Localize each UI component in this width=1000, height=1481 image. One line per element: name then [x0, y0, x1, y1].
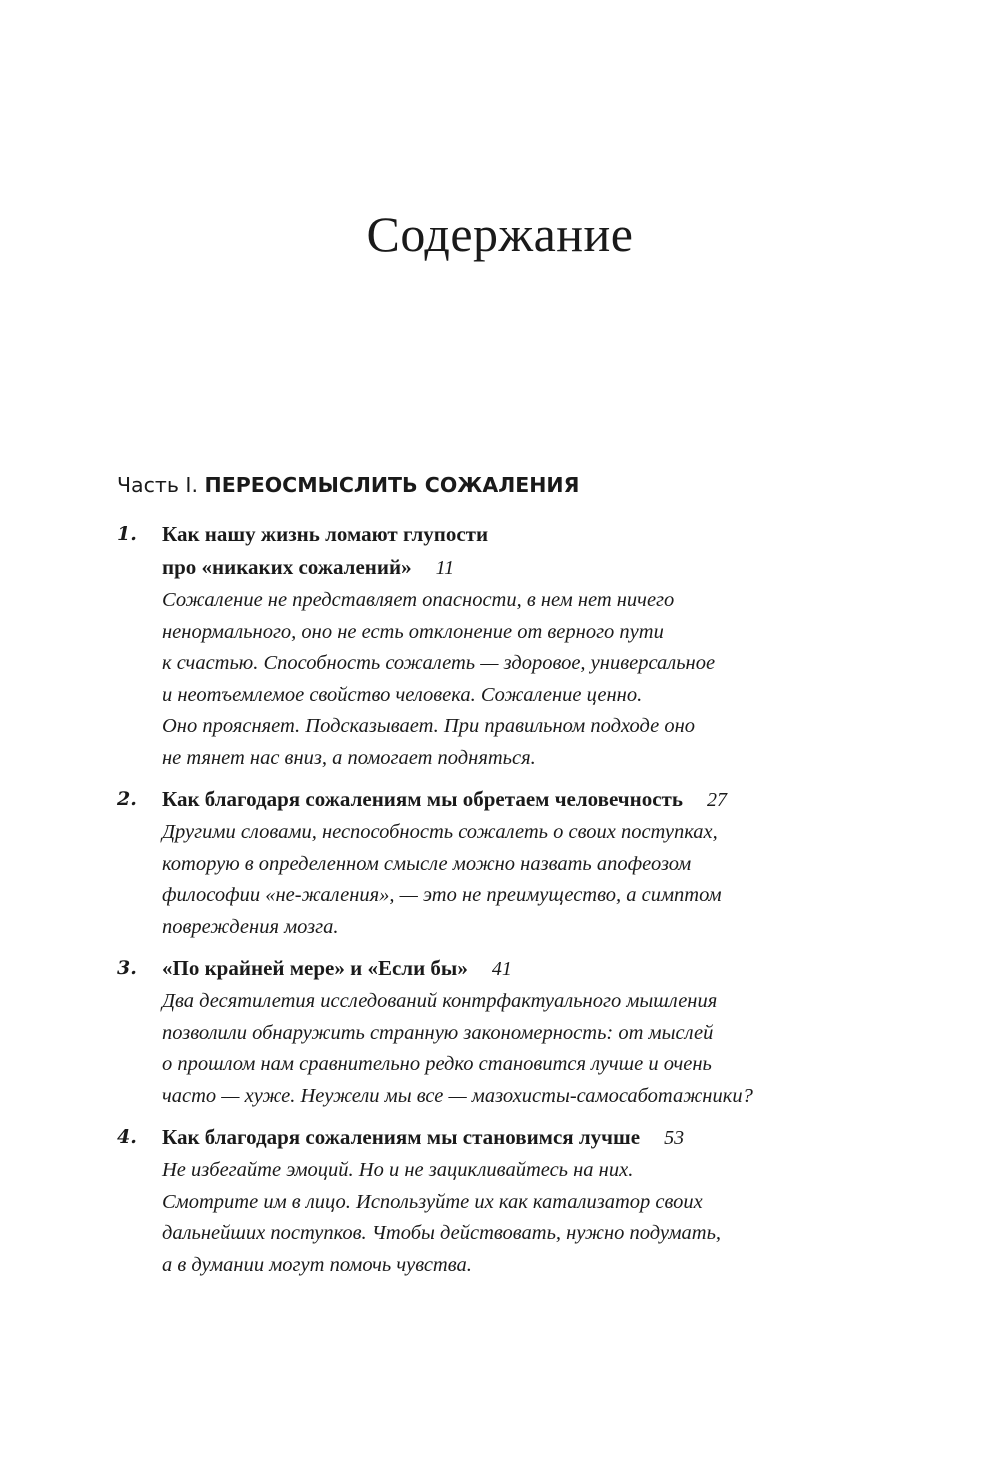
- description-line: Сожаление не представляет опасности, в нем нет ничего: [162, 589, 675, 611]
- chapter-title-line: про «никаких сожалений» 11: [162, 555, 455, 579]
- part-heading: [117, 468, 579, 502]
- chapter-title[interactable]: [162, 1121, 877, 1155]
- chapter-description: [162, 1155, 877, 1281]
- description-line: Смотрите им в лицо. Используйте их как катализатор своих: [162, 1190, 703, 1213]
- description-line: философии «не-жаления», — это не преимущество, а симптом: [162, 884, 722, 906]
- description-line: не тянет нас вниз, а помогает подняться.: [162, 746, 536, 769]
- description-line: Другими словами, неспособность сожалеть о своих поступках,: [162, 821, 718, 843]
- part-label: Часть I.: [117, 473, 198, 497]
- chapter-description: [162, 817, 877, 943]
- toc-entry-3[interactable]: [117, 952, 877, 1112]
- chapter-title[interactable]: [162, 952, 877, 986]
- description-line: повреждения мозга.: [162, 915, 339, 938]
- toc-entry-2[interactable]: [117, 783, 877, 943]
- chapter-description: [162, 986, 877, 1112]
- description-line: о прошлом нам сравнительно редко становится лучше и очень: [162, 1053, 712, 1075]
- description-line: а в думании могут помочь чувства.: [162, 1253, 472, 1276]
- description-line: и неотъемлемое свойство человека. Сожаление ценно.: [162, 683, 643, 706]
- chapter-number: 1.: [117, 523, 137, 545]
- chapter-title[interactable]: [162, 518, 877, 585]
- description-line: Два десятилетия исследований контрфактуального мышления: [162, 990, 718, 1012]
- description-line: часто — хуже. Неужели мы все — мазохисты-самосаботажники?: [162, 1084, 753, 1107]
- page-title: Содержание: [366, 206, 634, 262]
- description-line: дальнейших поступков. Чтобы действовать, нужно подумать,: [162, 1222, 722, 1244]
- description-line: которую в определенном смысле можно назвать апофеозом: [162, 852, 692, 875]
- page-number[interactable]: 27: [706, 789, 727, 811]
- description-line: к счастью. Способность сожалеть — здоровое, универсальное: [162, 652, 716, 674]
- toc-list: [117, 518, 877, 1290]
- chapter-title-line: «По крайней мере» и «Если бы» 41: [162, 956, 512, 980]
- description-line: Оно проясняет. Подсказывает. При правильном подходе оно: [162, 715, 696, 737]
- chapter-title[interactable]: [162, 783, 877, 817]
- toc-entry-4[interactable]: [117, 1121, 877, 1281]
- chapter-number: 2.: [117, 788, 137, 810]
- chapter-title-line: Как благодаря сожалениям мы обретаем человечность 27: [162, 787, 727, 811]
- chapter-title-line: Как благодаря сожалениям мы становимся лучше 53: [162, 1125, 685, 1149]
- chapter-title-line: Как нашу жизнь ломают глупости: [162, 522, 489, 546]
- page-number[interactable]: 11: [435, 557, 455, 579]
- toc-entry-1[interactable]: [117, 518, 877, 774]
- chapter-number: 4.: [117, 1126, 137, 1148]
- description-line: позволили обнаружить странную закономерность: от мыслей: [162, 1021, 714, 1044]
- page-number[interactable]: 41: [491, 958, 512, 980]
- description-line: ненормального, оно не есть отклонение от верного пути: [162, 620, 664, 643]
- description-line: Не избегайте эмоций. Но и не зацикливайтесь на них.: [162, 1159, 634, 1181]
- chapter-number: 3.: [117, 957, 137, 979]
- page-number[interactable]: 53: [664, 1127, 685, 1149]
- chapter-description: [162, 585, 877, 774]
- part-name: ПЕРЕОСМЫСЛИТЬ СОЖАЛЕНИЯ: [204, 473, 580, 497]
